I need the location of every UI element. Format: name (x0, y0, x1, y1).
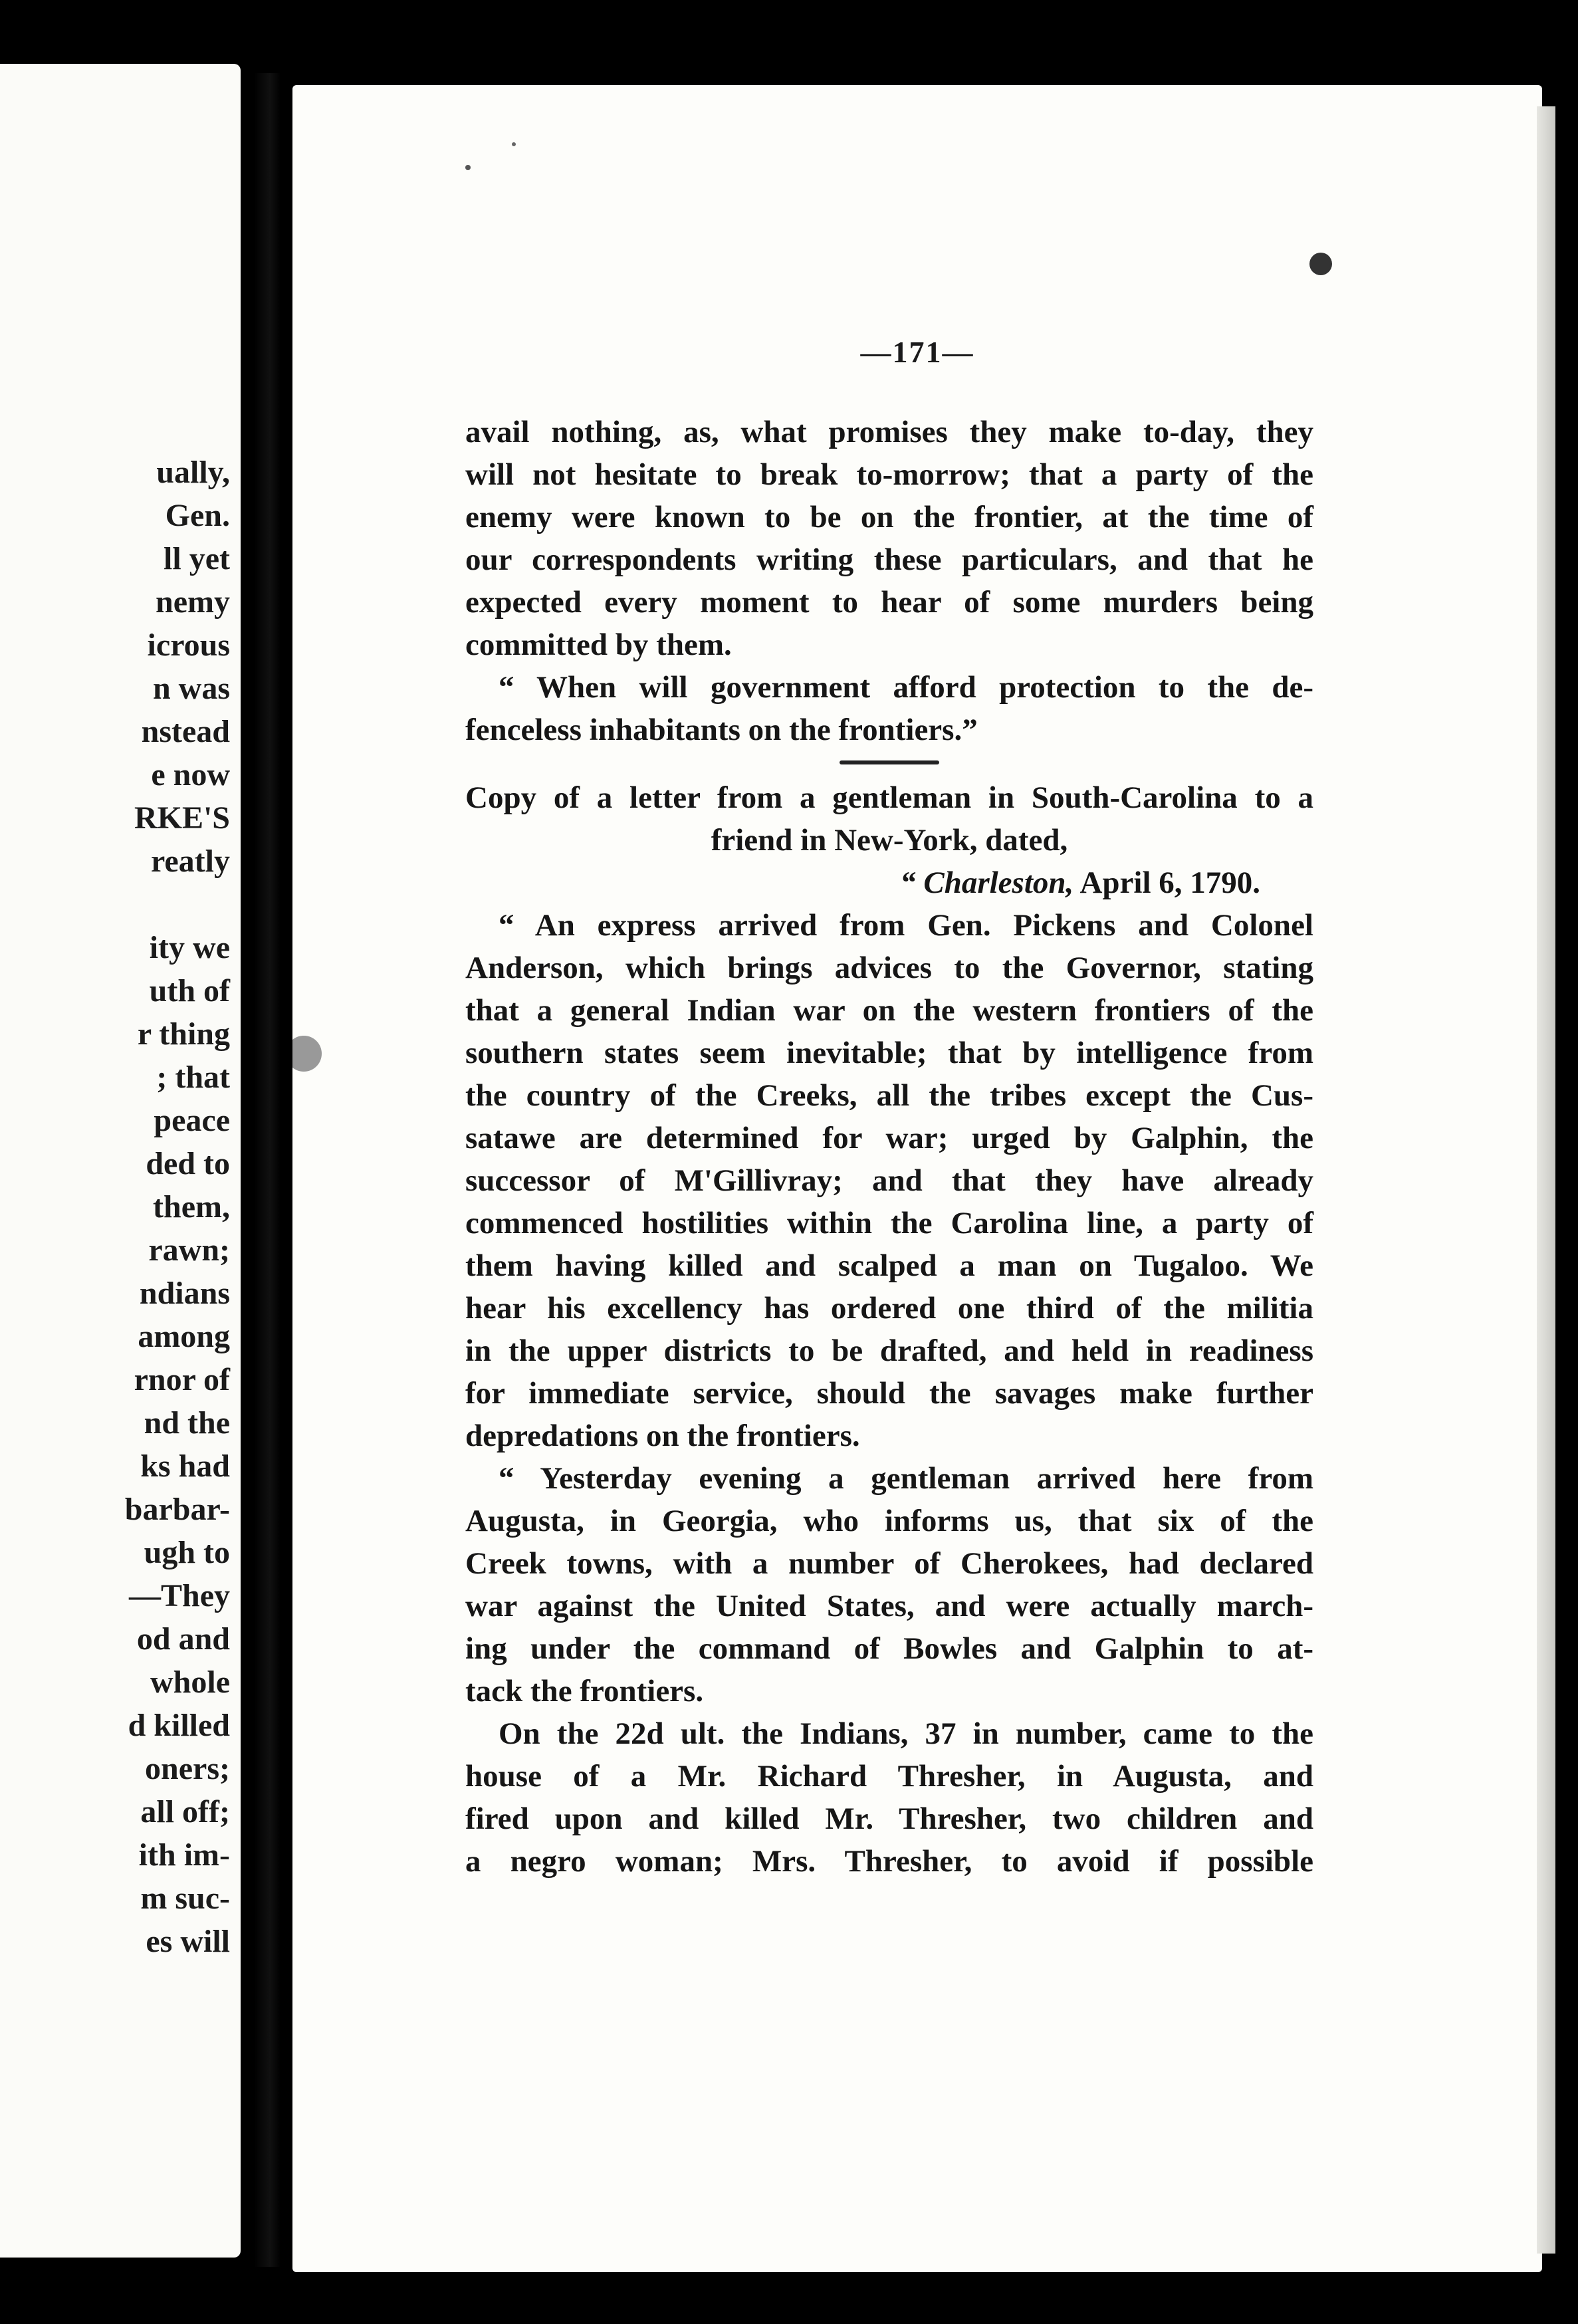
left-line: among (138, 1319, 230, 1354)
text-line: Creek towns, with a number of Cherokees, had declared (465, 1546, 1313, 1581)
left-line: nemy (156, 584, 230, 620)
letter-paragraph (465, 904, 1313, 1457)
text-line: commenced hostilities within the Carolina line, a party of (465, 1206, 1313, 1240)
body-text (465, 411, 1313, 1883)
left-line: oners; (145, 1751, 230, 1786)
text-line: On the 22d ult. the Indians, 37 in number, came to the (499, 1716, 1313, 1751)
text-line: fired upon and killed Mr. Thresher, two children and (465, 1801, 1313, 1836)
left-line: d killed (128, 1708, 230, 1743)
book-gutter (254, 73, 281, 2267)
text-line: southern states seem inevitable; that by intelligence from (465, 1036, 1313, 1070)
left-line: ks had (140, 1449, 230, 1484)
page-edge (1537, 106, 1555, 2254)
left-line: ugh to (144, 1535, 230, 1570)
ink-speck (512, 142, 516, 146)
left-line: rnor of (134, 1362, 230, 1397)
left-line: es will (146, 1924, 230, 1959)
right-page (292, 85, 1542, 2272)
text-line: for immediate service, should the savages make further (465, 1376, 1313, 1411)
left-line: nd the (144, 1405, 230, 1441)
dateline-date: April 6, 1790. (1073, 866, 1260, 900)
text-line: a negro woman; Mrs. Thresher, to avoid if possible (465, 1844, 1313, 1879)
text-line: hear his excellency has ordered one third of the militia (465, 1291, 1313, 1326)
text-line: that a general Indian war on the western frontiers of the (465, 993, 1313, 1028)
text-line: “ An express arrived from Gen. Pickens and Colonel (499, 908, 1313, 943)
left-line: r thing (137, 1016, 230, 1052)
text-line: Anderson, which brings advices to the Governor, stating (465, 951, 1313, 985)
text-line: them having killed and scalped a man on Tugaloo. We (465, 1248, 1313, 1283)
left-line: —They (128, 1578, 230, 1613)
left-line: barbar- (124, 1492, 230, 1527)
text-line: tack the frontiers. (465, 1674, 704, 1708)
text-line: committed by them. (465, 628, 732, 662)
left-line: uth of (149, 973, 230, 1008)
left-line: n was (152, 671, 230, 706)
left-line: ll yet (164, 541, 230, 576)
left-line: all off; (140, 1794, 230, 1829)
heading-line: Copy of a letter from a gentleman in South-Carolina to a (465, 780, 1313, 815)
left-line: m suc- (140, 1881, 230, 1916)
left-page-text (125, 451, 230, 1963)
text-line: our correspondents writing these particulars, and that he (465, 542, 1313, 577)
heading-line: friend in New-York, dated, (711, 823, 1068, 858)
ink-speck (292, 1036, 322, 1072)
text-line: enemy were known to be on the frontier, at the time of (465, 500, 1313, 534)
text-line: house of a Mr. Richard Thresher, in Augusta, and (465, 1759, 1313, 1794)
left-line: ith im- (138, 1837, 230, 1873)
text-line: successor of M'Gillivray; and that they have already (465, 1163, 1313, 1198)
left-line: reatly (150, 844, 230, 879)
left-line: ity we (149, 930, 230, 965)
ink-speck (465, 165, 471, 170)
left-page (0, 64, 241, 2258)
dateline (465, 862, 1313, 904)
left-line: them, (153, 1189, 230, 1224)
text-line: expected every moment to hear of some murders being (465, 585, 1313, 620)
left-line: ; that (156, 1060, 230, 1095)
section-divider (840, 760, 939, 764)
text-line: war against the United States, and were actually march- (465, 1589, 1313, 1623)
letter-heading (465, 776, 1313, 904)
left-line: icrous (147, 628, 230, 663)
continuation-paragraph (465, 411, 1313, 666)
text-line: fenceless inhabitants on the frontiers.” (465, 713, 978, 747)
text-line: “ When will government afford protection to the de- (499, 670, 1313, 705)
left-line: e now (151, 757, 230, 792)
left-line: od and (136, 1621, 230, 1657)
quote-paragraph (465, 666, 1313, 751)
left-line: ded to (146, 1146, 230, 1181)
left-line: whole (150, 1665, 230, 1700)
text-line: depredations on the frontiers. (465, 1419, 860, 1453)
narrative-paragraph (465, 1712, 1313, 1883)
left-line: rawn; (148, 1232, 230, 1268)
text-line: in the upper districts to be drafted, and held in readiness (465, 1334, 1313, 1368)
left-line: Gen. (165, 498, 230, 533)
left-line (125, 883, 230, 926)
ink-speck (1309, 253, 1332, 275)
text-line: “ Yesterday evening a gentleman arrived here from (499, 1461, 1313, 1496)
left-line: RKE'S (134, 800, 230, 836)
dateline-place: “ Charleston, (900, 866, 1074, 900)
letter-paragraph (465, 1457, 1313, 1712)
left-line: peace (154, 1103, 230, 1138)
text-line: ing under the command of Bowles and Galphin to at- (465, 1631, 1313, 1666)
page-number: —171— (860, 335, 974, 369)
text-line: will not hesitate to break to-morrow; that a party of the (465, 457, 1313, 492)
text-line: satawe are determined for war; urged by Galphin, the (465, 1121, 1313, 1155)
left-line: nstead (141, 714, 230, 749)
text-line: Augusta, in Georgia, who informs us, that six of the (465, 1504, 1313, 1538)
left-line: ndians (139, 1276, 230, 1311)
text-line: avail nothing, as, what promises they make to-day, they (465, 415, 1313, 449)
text-line: the country of the Creeks, all the tribes except the Cus- (465, 1078, 1313, 1113)
left-line: ually, (156, 455, 230, 490)
